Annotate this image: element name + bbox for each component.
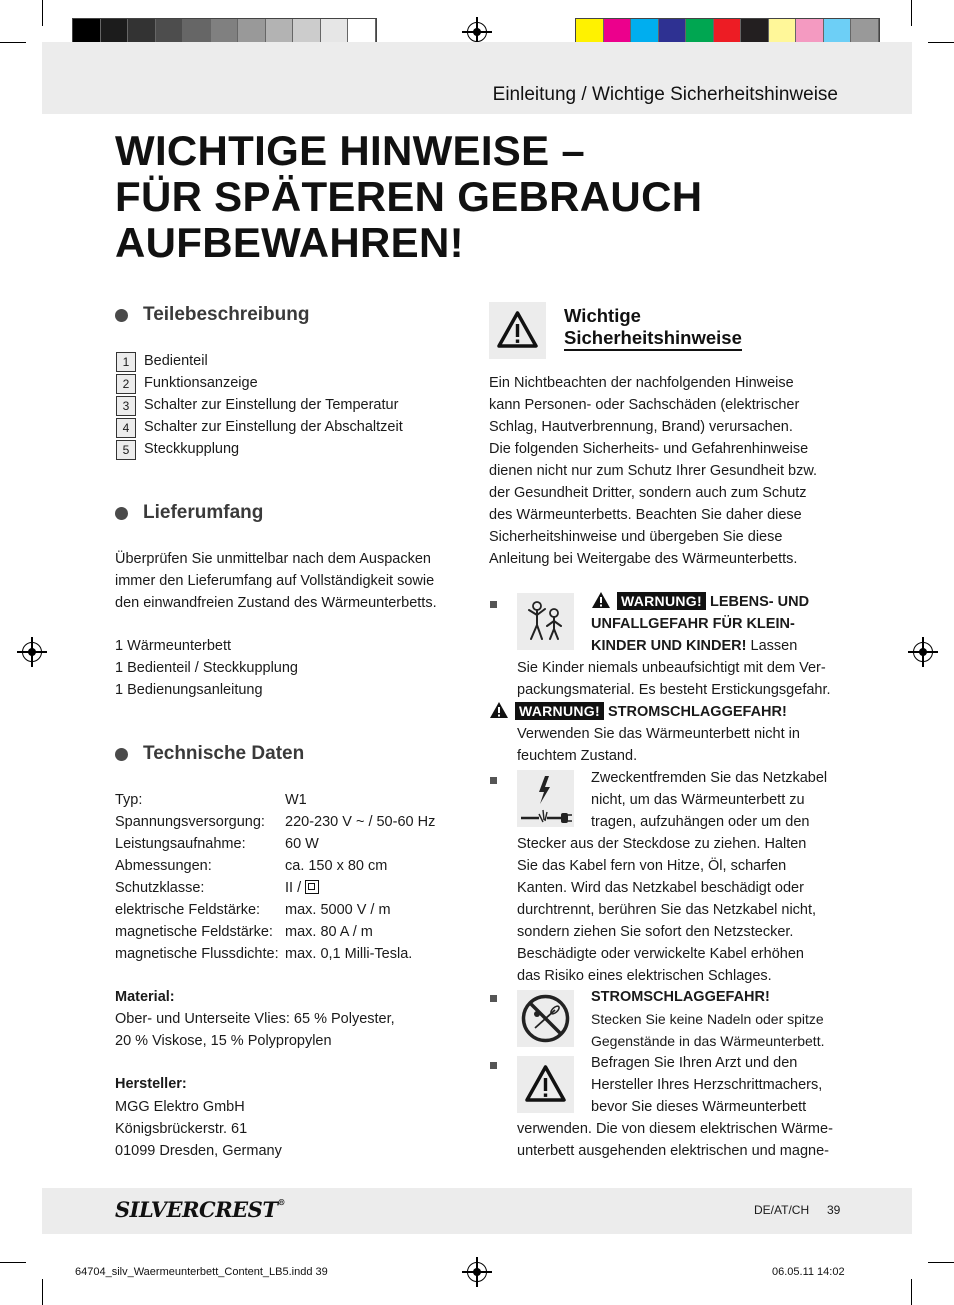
caution-text: tragen, aufzuhängen oder um den bbox=[591, 814, 810, 830]
delivery-intro-line: den einwandfreien Zustand des Wärmeunterbetts. bbox=[115, 595, 437, 611]
caution-text: durchtrennt, berühren Sie das Netzkabel nicht, bbox=[517, 902, 817, 918]
crop-mark bbox=[42, 0, 43, 26]
list-bullet-icon bbox=[490, 777, 497, 784]
manufacturer-line: MGG Elektro GmbH bbox=[115, 1099, 245, 1115]
delivery-item: 1 Wärmeunterbett bbox=[115, 638, 232, 654]
warning-title: STROMSCHLAGGEFAHR! bbox=[607, 704, 787, 720]
slug-filename: 64704_silv_Waermeunterbett_Content_LB5.indd 39 bbox=[75, 1266, 328, 1278]
spec-value: 220-230 V ~ / 50-60 Hz bbox=[285, 814, 436, 830]
warning-text: Lassen bbox=[746, 638, 798, 654]
caution-text: das Risiko eines elektrischen Schlages. bbox=[517, 968, 772, 984]
warning-text: Verwenden Sie das Wärmeunterbett nicht in bbox=[517, 726, 800, 742]
section-bullet-icon bbox=[115, 748, 128, 761]
part-number: 4 bbox=[116, 418, 136, 438]
manufacturer-line: 01099 Dresden, Germany bbox=[115, 1143, 282, 1159]
caution-title: STROMSCHLAGGEFAHR! bbox=[591, 989, 770, 1005]
caution-text: bevor Sie dieses Wärmeunterbett bbox=[591, 1099, 807, 1115]
warning-triangle-icon bbox=[489, 302, 546, 359]
part-label: Funktionsanzeige bbox=[144, 375, 258, 391]
warning-label: WARNUNG! bbox=[617, 592, 706, 610]
safety-intro-line: Anleitung bei Weitergabe des Wärmeunterbetts. bbox=[489, 551, 798, 567]
double-insulation-icon bbox=[305, 880, 319, 894]
warning-title: KINDER UND KINDER! bbox=[591, 638, 747, 654]
safety-intro-line: dienen nicht nur zum Schutz Ihrer Gesundheit bzw. bbox=[489, 463, 818, 479]
caution-text: Sie das Kabel fern von Hitze, Öl, scharfen bbox=[517, 858, 787, 874]
safety-heading bbox=[564, 305, 742, 351]
crop-mark bbox=[928, 42, 954, 43]
caution-text: Stecker aus der Steckdose zu ziehen. Halten bbox=[517, 836, 807, 852]
section-bullet-icon bbox=[115, 309, 128, 322]
page-title-line: FÜR SPÄTEREN GEBRAUCH bbox=[115, 173, 703, 220]
spec-label: magnetische Flussdichte: bbox=[115, 946, 279, 962]
material-heading: Material: bbox=[115, 989, 175, 1005]
warning-text: feuchtem Zustand. bbox=[517, 748, 638, 764]
caution-text: verwenden. Die von diesem elektrischen Wärme- bbox=[517, 1121, 833, 1137]
safety-intro-line: Die folgenden Sicherheits- und Gefahrenhinweise bbox=[489, 441, 809, 457]
caution-text: Kanten. Wird das Netzkabel beschädigt oder bbox=[517, 880, 804, 896]
registration-mark-icon bbox=[467, 22, 487, 42]
crop-mark bbox=[42, 1279, 43, 1305]
safety-heading-line: Sicherheitshinweise bbox=[564, 327, 742, 351]
part-label: Steckkupplung bbox=[144, 441, 240, 457]
spec-value: ca. 150 x 80 cm bbox=[285, 858, 388, 874]
page-title-line: AUFBEWAHREN! bbox=[115, 219, 464, 266]
crop-mark bbox=[0, 42, 26, 43]
delivery-item: 1 Bedienteil / Steckkupplung bbox=[115, 660, 298, 676]
damaged-cable-icon bbox=[517, 770, 574, 827]
part-label: Schalter zur Einstellung der Abschaltzeit bbox=[144, 419, 403, 435]
section-heading-delivery: Lieferumfang bbox=[143, 502, 264, 523]
manufacturer-heading: Hersteller: bbox=[115, 1076, 187, 1092]
safety-intro-line: Schlag, Hautverbrennung, Brand) verursachen. bbox=[489, 419, 793, 435]
spec-value: W1 bbox=[285, 792, 307, 808]
part-number: 1 bbox=[116, 352, 136, 372]
spec-label: Spannungsversorgung: bbox=[115, 814, 265, 830]
header-title: Einleitung / Wichtige Sicherheitshinweise bbox=[492, 84, 838, 105]
warning-text: packungsmaterial. Es besteht Erstickungsgefahr. bbox=[517, 682, 831, 698]
spec-label: Abmessungen: bbox=[115, 858, 212, 874]
caution-text: Befragen Sie Ihren Arzt und den bbox=[591, 1055, 798, 1071]
delivery-item: 1 Bedienungsanleitung bbox=[115, 682, 263, 698]
warning-text: Sie Kinder niemals unbeaufsichtigt mit dem Ver- bbox=[517, 660, 826, 676]
footer-region: DE/AT/CH bbox=[754, 1203, 810, 1217]
list-bullet-icon bbox=[490, 995, 497, 1002]
registration-mark-icon bbox=[22, 642, 42, 662]
caution-text: unterbett ausgehenden elektrischen und magne- bbox=[517, 1143, 829, 1159]
part-label: Schalter zur Einstellung der Temperatur bbox=[144, 397, 399, 413]
caution-text: Gegenstände in das Wärmeunterbett. bbox=[591, 1033, 825, 1049]
spec-value: max. 5000 V / m bbox=[285, 902, 391, 918]
caution-text: Zweckentfremden Sie das Netzkabel bbox=[591, 770, 828, 786]
page-title-line: WICHTIGE HINWEISE – bbox=[115, 127, 586, 174]
caution-text: Beschädigte oder verwickelte Kabel erhöhen bbox=[517, 946, 804, 962]
safety-intro-line: des Wärmeunterbetts. Beachten Sie daher diese bbox=[489, 507, 802, 523]
spec-value: 60 W bbox=[285, 836, 319, 852]
safety-intro-line: Sicherheitshinweise und übergeben Sie diese bbox=[489, 529, 783, 545]
child-warning-icon bbox=[517, 593, 574, 650]
no-needles-icon bbox=[517, 990, 574, 1047]
part-label: Bedienteil bbox=[144, 353, 208, 369]
caution-text: Hersteller Ihres Herzschrittmachers, bbox=[591, 1077, 823, 1093]
slug-date: 06.05.11 14:02 bbox=[772, 1266, 845, 1278]
section-heading-specs: Technische Daten bbox=[143, 743, 305, 764]
part-number: 5 bbox=[116, 440, 136, 460]
spec-value-protection-class bbox=[285, 877, 319, 899]
spec-label: Schutzklasse: bbox=[115, 880, 205, 896]
warning-triangle-small-icon bbox=[489, 701, 509, 726]
safety-intro-line: kann Personen- oder Sachschäden (elektrischer bbox=[489, 397, 800, 413]
spec-label: Typ: bbox=[115, 792, 143, 808]
spec-label: magnetische Feldstärke: bbox=[115, 924, 273, 940]
crop-mark bbox=[928, 1262, 954, 1263]
warning-1-line bbox=[591, 635, 797, 657]
safety-heading-line: Wichtige bbox=[564, 305, 641, 326]
registration-mark-icon bbox=[467, 1262, 487, 1282]
delivery-intro-line: immer den Lieferumfang auf Vollständigkeit sowie bbox=[115, 573, 435, 589]
spec-label: elektrische Feldstärke: bbox=[115, 902, 261, 918]
list-bullet-icon bbox=[490, 1062, 497, 1069]
brand-logo-text: SILVERCREST bbox=[115, 1197, 278, 1222]
spec-value: II / bbox=[285, 880, 306, 896]
caution-text: Stecken Sie keine Nadeln oder spitze bbox=[591, 1011, 824, 1027]
section-bullet-icon bbox=[115, 507, 128, 520]
footer-page-number: 39 bbox=[827, 1203, 841, 1217]
warning-label: WARNUNG! bbox=[515, 702, 604, 720]
delivery-intro-line: Überprüfen Sie unmittelbar nach dem Auspacken bbox=[115, 551, 431, 567]
caution-text: sondern ziehen Sie sofort den Netzstecker. bbox=[517, 924, 794, 940]
spec-value: max. 80 A / m bbox=[285, 924, 373, 940]
registration-mark-icon bbox=[913, 642, 933, 662]
warning-title: LEBENS- UND bbox=[709, 594, 810, 610]
warning-title: UNFALLGEFAHR FÜR KLEIN- bbox=[591, 616, 795, 632]
spec-label: Leistungsaufnahme: bbox=[115, 836, 246, 852]
safety-intro-line: der Gesundheit Dritter, sondern auch zum Schutz bbox=[489, 485, 807, 501]
section-heading-parts: Teilebeschreibung bbox=[143, 304, 310, 325]
manufacturer-line: Königsbrückerstr. 61 bbox=[115, 1121, 248, 1137]
part-number: 3 bbox=[116, 396, 136, 416]
page-title bbox=[115, 128, 702, 266]
spec-value: max. 0,1 Milli-Tesla. bbox=[285, 946, 413, 962]
material-line: Ober- und Unterseite Vlies: 65 % Polyester, bbox=[115, 1011, 395, 1027]
crop-mark bbox=[911, 0, 912, 26]
registered-mark-icon: ® bbox=[277, 1197, 285, 1207]
part-number: 2 bbox=[116, 374, 136, 394]
crop-mark bbox=[911, 1279, 912, 1305]
brand-logo bbox=[115, 1197, 285, 1222]
caution-text: nicht, um das Wärmeunterbett zu bbox=[591, 792, 805, 808]
warning-triangle-icon bbox=[517, 1056, 574, 1113]
list-bullet-icon bbox=[490, 601, 497, 608]
material-line: 20 % Viskose, 15 % Polypropylen bbox=[115, 1033, 332, 1049]
crop-mark bbox=[0, 1262, 26, 1263]
safety-intro-line: Ein Nichtbeachten der nachfolgenden Hinweise bbox=[489, 375, 794, 391]
